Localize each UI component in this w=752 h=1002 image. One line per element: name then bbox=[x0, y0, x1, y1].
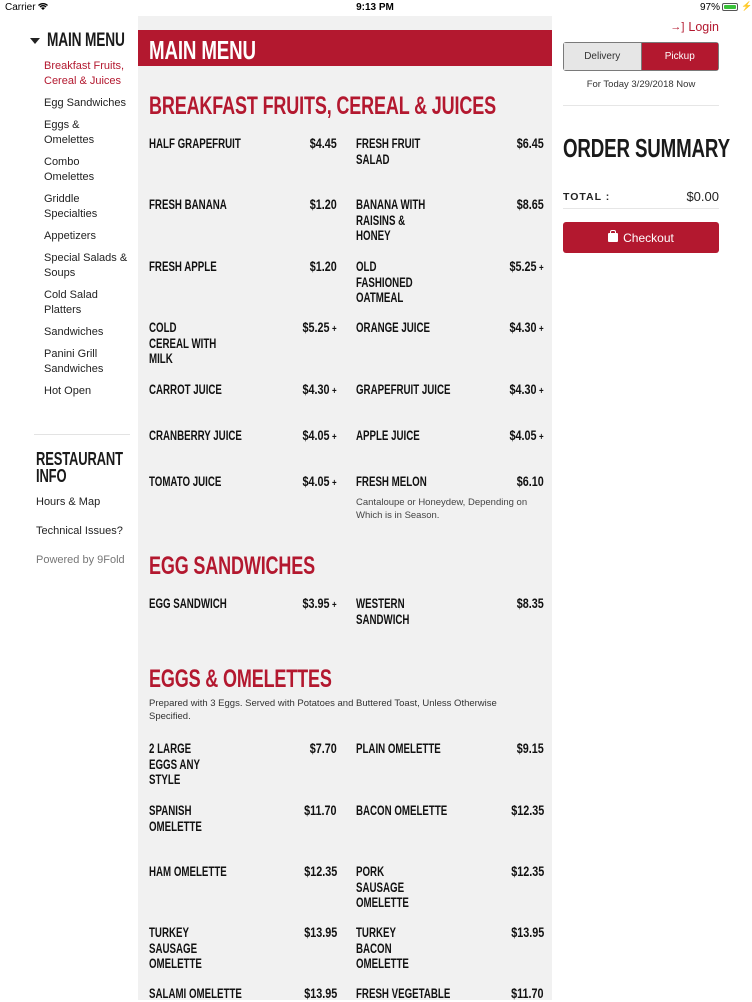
item-price: $11.70 bbox=[304, 803, 337, 818]
item-price: $1.20 bbox=[309, 259, 337, 274]
section-title-egg-sandwiches: EGG SANDWICHES bbox=[149, 552, 316, 580]
item-price: $1.20 bbox=[309, 197, 337, 212]
order-time: For Today 3/29/2018 Now bbox=[586, 79, 696, 90]
item-price: $7.70 bbox=[309, 741, 337, 756]
item-name: APPLE JUICE bbox=[356, 428, 420, 443]
battery-percent: 97% bbox=[700, 2, 721, 13]
sidebar-item-egg-sandwiches[interactable]: Egg Sandwiches bbox=[44, 97, 126, 109]
sidebar-item-griddle[interactable]: Griddle Specialties bbox=[44, 193, 98, 220]
item-price: $3.95 + bbox=[302, 596, 337, 611]
item-name: BACON OMELETTE bbox=[356, 803, 448, 818]
sidebar bbox=[0, 16, 138, 1000]
sign-in-icon: →] bbox=[670, 21, 685, 33]
sidebar-item-appetizers[interactable]: Appetizers bbox=[44, 230, 96, 242]
battery-icon bbox=[722, 3, 738, 11]
item-name: FRESH MELON bbox=[356, 474, 427, 489]
powered-by: Powered by 9Fold bbox=[36, 554, 125, 566]
sidebar-item-breakfast[interactable]: Breakfast Fruits, Cereal & Juices bbox=[44, 60, 125, 87]
sidebar-title: MAIN MENU bbox=[47, 30, 125, 51]
order-summary-heading: ORDER SUMMARY bbox=[563, 133, 730, 163]
item-price: $13.95 bbox=[303, 986, 337, 1001]
checkout-button[interactable] bbox=[563, 222, 719, 253]
item-price: $8.35 bbox=[516, 596, 544, 611]
item-name: FRESH VEGETABLE bbox=[356, 986, 451, 1001]
sidebar-item-panini[interactable]: Panini Grill Sandwiches bbox=[44, 348, 104, 375]
item-name: FRESH FRUIT SALAD bbox=[356, 136, 421, 167]
item-price: $4.30 + bbox=[509, 320, 544, 335]
item-name: OLD FASHIONED OATMEAL bbox=[356, 259, 413, 305]
sidebar-item-cold-salad[interactable]: Cold Salad Platters bbox=[44, 289, 98, 316]
item-price: $4.30 + bbox=[509, 382, 544, 397]
shopping-bag-icon bbox=[608, 233, 618, 242]
item-price: $12.35 bbox=[303, 864, 337, 879]
clock: 9:13 PM bbox=[356, 2, 394, 13]
item-price: $8.65 bbox=[516, 197, 544, 212]
total-label: TOTAL : bbox=[563, 191, 611, 203]
item-name: GRAPEFRUIT JUICE bbox=[356, 382, 451, 397]
hours-map-link[interactable]: Hours & Map bbox=[36, 496, 101, 508]
menu-panel bbox=[138, 16, 552, 1000]
technical-issues-link[interactable]: Technical Issues? bbox=[36, 525, 123, 537]
item-name: PORK SAUSAGE OMELETTE bbox=[356, 864, 409, 910]
delivery-option[interactable]: Delivery bbox=[564, 43, 642, 70]
login-label: Login bbox=[688, 20, 719, 34]
main-menu-toggle[interactable] bbox=[30, 30, 155, 52]
item-name: SALAMI OMELETTE bbox=[149, 986, 242, 1001]
item-name: PLAIN OMELETTE bbox=[356, 741, 441, 756]
item-name: WESTERN SANDWICH bbox=[356, 596, 410, 627]
sidebar-category-list bbox=[44, 59, 132, 406]
status-bar bbox=[0, 0, 750, 16]
item-price: $12.35 bbox=[510, 803, 544, 818]
pickup-option[interactable]: Pickup bbox=[642, 43, 719, 70]
checkout-label: Checkout bbox=[623, 230, 674, 245]
item-name: EGG SANDWICH bbox=[149, 596, 227, 611]
item-name: 2 LARGE EGGS ANY STYLE bbox=[149, 741, 200, 787]
item-price: $6.10 bbox=[516, 474, 544, 489]
item-price: $5.25 + bbox=[509, 259, 544, 274]
item-name: TURKEY SAUSAGE OMELETTE bbox=[149, 925, 202, 971]
item-price: $4.05 + bbox=[302, 474, 337, 489]
item-price: $12.35 bbox=[510, 864, 544, 879]
item-price: $13.95 bbox=[510, 925, 544, 940]
sidebar-item-salads-soups[interactable]: Special Salads & Soups bbox=[44, 252, 128, 279]
login-link[interactable] bbox=[670, 20, 719, 34]
divider bbox=[563, 208, 719, 209]
item-name: COLD CEREAL WITH MILK bbox=[149, 320, 217, 366]
item-price: $11.70 bbox=[511, 986, 544, 1001]
item-name: FRESH BANANA bbox=[149, 197, 227, 212]
item-name: HAM OMELETTE bbox=[149, 864, 227, 879]
item-name: FRESH APPLE bbox=[149, 259, 217, 274]
item-name: CARROT JUICE bbox=[149, 382, 222, 397]
item-name: BANANA WITH RAISINS & HONEY bbox=[356, 197, 426, 243]
item-price: $4.45 bbox=[309, 136, 337, 151]
total-value: $0.00 bbox=[686, 189, 719, 204]
item-price: $13.95 bbox=[303, 925, 337, 940]
section-note: Prepared with 3 Eggs. Served with Potatoes and Buttered Toast, Unless Otherwise Specified. bbox=[149, 698, 497, 722]
main-menu-banner bbox=[138, 30, 552, 66]
item-price: $4.05 + bbox=[302, 428, 337, 443]
item-price: $4.05 + bbox=[509, 428, 544, 443]
order-panel bbox=[552, 16, 750, 1000]
divider bbox=[563, 105, 719, 106]
section-title-breakfast: BREAKFAST FRUITS, CEREAL & JUICES bbox=[149, 92, 496, 120]
sidebar-item-eggs-omelettes[interactable]: Eggs & Omelettes bbox=[44, 119, 95, 146]
item-price: $5.25 + bbox=[302, 320, 337, 335]
caret-down-icon bbox=[30, 38, 40, 44]
item-name: TOMATO JUICE bbox=[149, 474, 222, 489]
item-description: Cantaloupe or Honeydew, Depending on Which is in Season. bbox=[356, 497, 528, 521]
item-name: SPANISH OMELETTE bbox=[149, 803, 202, 834]
item-name: CRANBERRY JUICE bbox=[149, 428, 242, 443]
charging-icon: ⚡ bbox=[741, 1, 752, 11]
item-name: TURKEY BACON OMELETTE bbox=[356, 925, 409, 971]
banner-title: MAIN MENU bbox=[149, 35, 256, 65]
item-name: ORANGE JUICE bbox=[356, 320, 431, 335]
sidebar-item-combo-omelettes[interactable]: Combo Omelettes bbox=[44, 156, 95, 183]
restaurant-info-heading: RESTAURANT INFO bbox=[36, 449, 123, 486]
item-price: $9.15 bbox=[516, 741, 544, 756]
sidebar-item-hot-open[interactable]: Hot Open bbox=[44, 385, 92, 397]
item-price: $4.30 + bbox=[302, 382, 337, 397]
sidebar-item-sandwiches[interactable]: Sandwiches bbox=[44, 326, 104, 338]
order-type-toggle bbox=[563, 42, 719, 71]
carrier-label: Carrier bbox=[5, 2, 36, 13]
divider bbox=[34, 434, 130, 435]
item-price: $6.45 bbox=[516, 136, 544, 151]
item-name: HALF GRAPEFRUIT bbox=[149, 136, 241, 151]
section-title-eggs-omelettes: EGGS & OMELETTES bbox=[149, 665, 332, 693]
